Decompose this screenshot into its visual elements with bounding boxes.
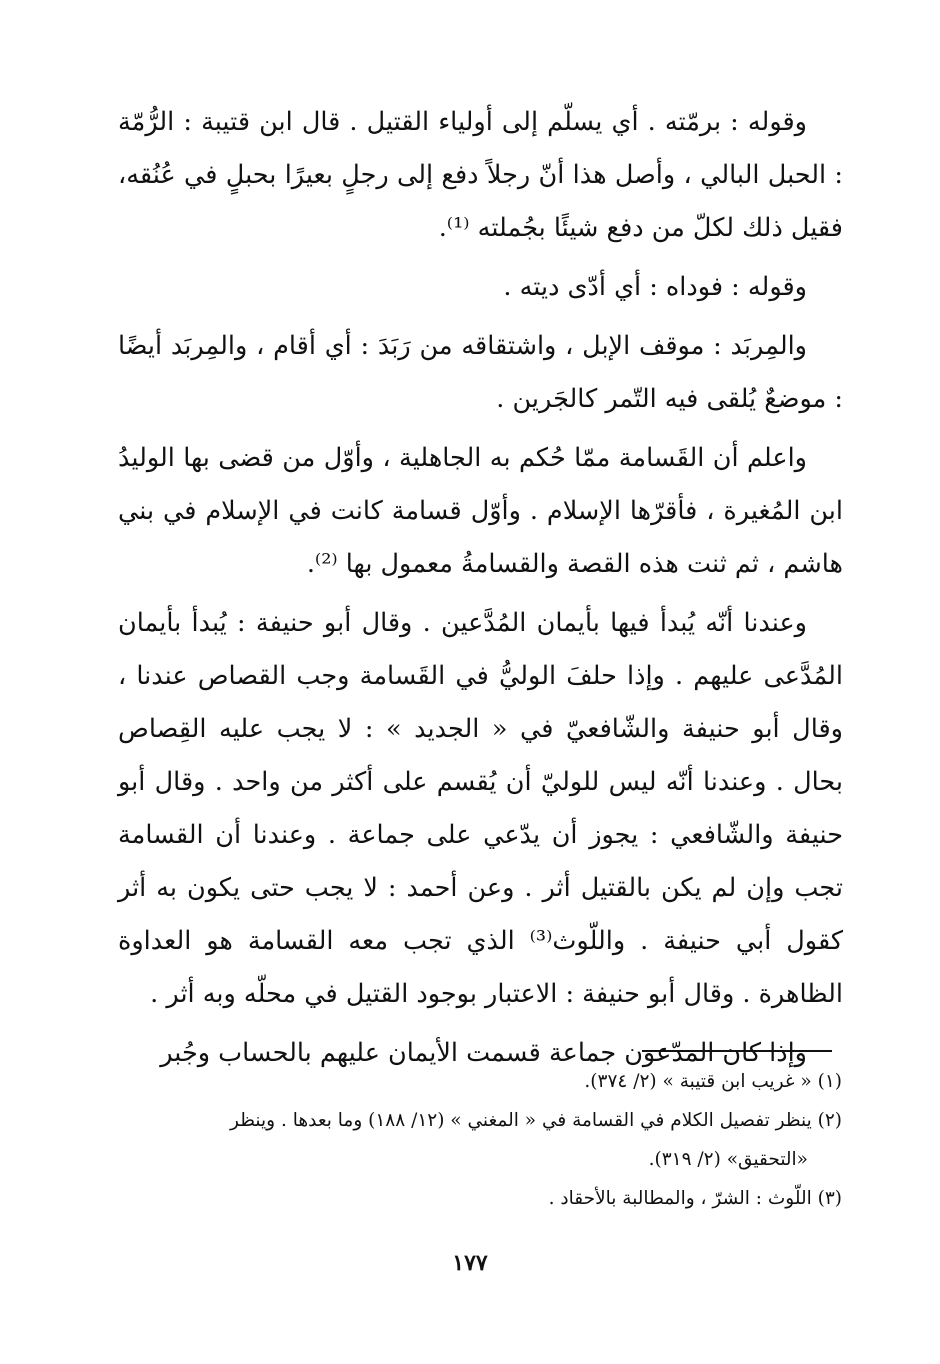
footnote-3: (٣) اللّوث : الشرّ ، والمطالبة بالأحقاد .	[548, 1188, 842, 1209]
footnotes	[112, 1062, 842, 1218]
paragraph-qasama-history: واعلم أن القَسامة ممّا حُكم به الجاهلية ، وأوّل من قضى بها الوليدُ ابن المُغيرة ، فأقرّها الإسلام . وأوّل قسامة كانت في الإسلام في بني هاشم ، ثم ثنت هذه القصة والقسامةُ معمول بها ⁽²⁾.	[118, 443, 843, 579]
footnote-separator	[642, 1050, 832, 1052]
paragraph-rumma: وقوله : برمّته . أي يسلّم إلى أولياء القتيل . قال ابن قتيبة : الرُّمّة : الحبل البالي ، وأصل هذا أنّ رجلاً دفع إلى رجلٍ بعيرًا بحبلٍ في عُنُقه، فقيل ذلك لكلّ من دفع شيئًا بجُملته ⁽¹⁾.	[118, 107, 843, 243]
main-text	[118, 96, 843, 1086]
paragraph-qasama-rulings: وعندنا أنّه يُبدأ فيها بأيمان المُدَّعين . وقال أبو حنيفة : يُبدأ بأيمان المُدَّعى عليهم . وإذا حلفَ الوليُّ في القَسامة وجب القصاص عندنا ، وقال أبو حنيفة والشّافعيّ في « الجديد » : لا يجب عليه القِصاص بحال . وعندنا أنّه ليس للوليّ أن يُقسم على أكثر من واحد . وقال أبو حنيفة والشّافعي : يجوز أن يدّعي على جماعة . وعندنا أن القسامة تجب وإن لم يكن بالقتيل أثر . وعن أحمد : لا يجب حتى يكون به أثر كقول أبي حنيفة . واللّوث⁽³⁾ الذي تجب معه القسامة هو العداوة الظاهرة . وقال أبو حنيفة : الاعتبار بوجود القتيل في محلّه وبه أثر .	[118, 608, 843, 1009]
footnote-2-continued: «التحقيق» (٢/ ٣١٩).	[648, 1149, 808, 1170]
footnote-1: (١) « غريب ابن قتيبة » (٢/ ٣٧٤).	[584, 1071, 842, 1092]
footnote-2: (٢) ينظر تفصيل الكلام في القسامة في « المغني » (١٢/ ١٨٨) وما بعدها . وينظر	[230, 1110, 842, 1131]
paragraph-mirbad: والمِربَد : موقف الإبل ، واشتقاقه من رَبَدَ : أي أقام ، والمِربَد أيضًا : موضعٌ يُلقى فيه التّمر كالجَرين .	[118, 331, 843, 414]
paragraph-claimants: وإذا كان المدّعون جماعة قسمت الأيمان عليهم بالحساب وجُبر	[160, 1038, 807, 1068]
page-number: ١٧٧	[452, 1250, 488, 1276]
paragraph-fawadah: وقوله : فوداه : أي أدّى ديته .	[503, 272, 807, 302]
